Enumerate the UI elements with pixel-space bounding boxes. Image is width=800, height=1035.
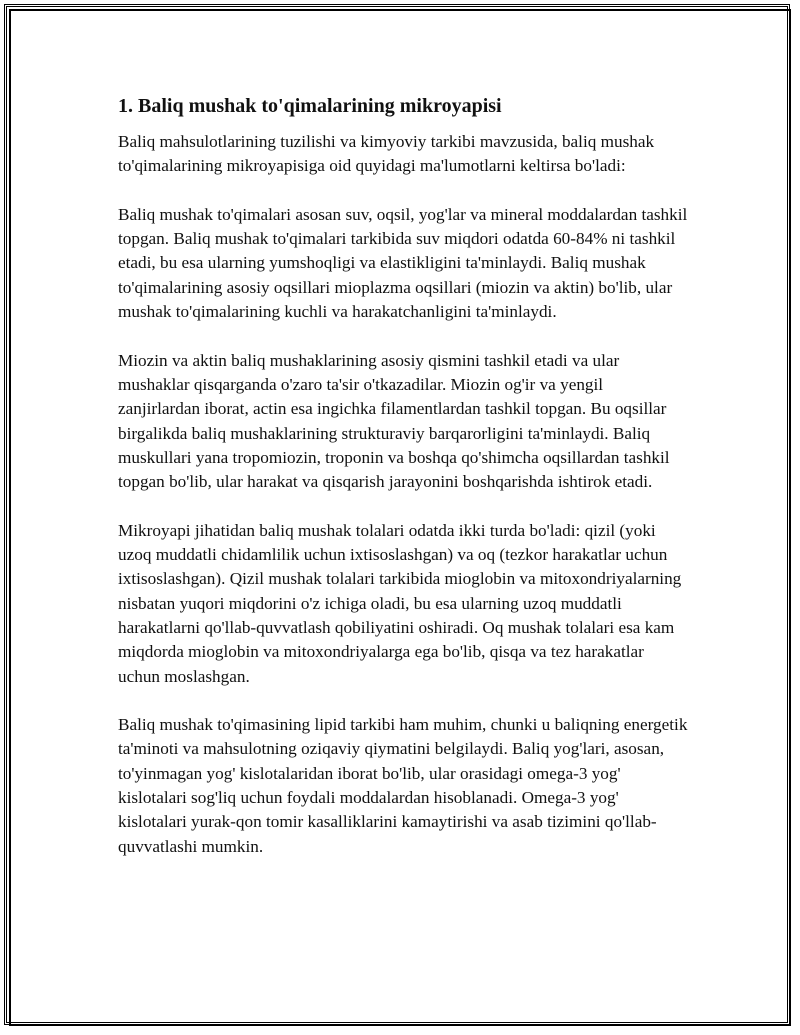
paragraph-fiber-types: Mikroyapi jihatidan baliq mushak tolalari odatda ikki turda bo'ladi: qizil (yoki uzoq muddatli chidamlilik uchun ixtisoslashgan) va oq (tezkor harakatlar uchun ixtisoslashgan). Qizil mushak tolalari tarkibida mioglobin va mitoxondriyalarning nisbatan yuqori miqdorini o'z ichiga oladi, bu esa ularning uzoq muddatli harakatlarni qo'llab-quvvatlash qobiliyatini oshiradi. Oq mushak tolalari esa kam miqdorda mioglobin va mitoxondriyalarga ega bo'lib, qisqa va tez harakatlar uchun moslashgan.: [118, 520, 682, 686]
paragraph-lipids: Baliq mushak to'qimasining lipid tarkibi ham muhim, chunki u baliqning energetik ta'minoti va mahsulotning oziqaviy qiymatini belgilaydi. Baliq yog'lari, asosan, to'yinmagan yog' kislotalaridan iborat bo'lib, ular orasidagi omega-3 yog' kislotalari sog'liq uchun foydali moddalardan hisoblanadi. Omega-3 yog' kislotalari yurak-qon tomir kasalliklarini kamaytirishi va asab tizimini qo'llab-quvvatlashi mumkin.: [118, 715, 688, 856]
document-body: [118, 92, 688, 883]
paragraph-intro: Baliq mahsulotlarining tuzilishi va kimyoviy tarkibi mavzusida, baliq mushak to'qimalarining mikroyapisiga oid quyidagi ma'lumotlarni keltirsa bo'ladi:: [118, 132, 655, 176]
paragraph-myosin-actin: Miozin va aktin baliq mushaklarining asosiy qismini tashkil etadi va ular mushaklar qisqarganda o'zaro ta'sir o'tkazadilar. Miozin og'ir va yengil zanjirlardan iborat, actin esa ingichka filamentlardan tashkil topgan. Bu oqsillar birgalikda baliq mushaklarining strukturaviy barqarorligini ta'minlaydi. Baliq muskullari yana tropomiozin, troponin va boshqa qo'shimcha oqsillardan tashkil topgan bo'lib, ular harakat va qisqarish jarayonini boshqarishda ishtirok etadi.: [118, 350, 670, 492]
section-heading: 1. Baliq mushak to'qimalarining mikroyapisi: [118, 95, 502, 117]
paragraph-composition: Baliq mushak to'qimalari asosan suv, oqsil, yog'lar va mineral moddalardan tashkil topgan. Baliq mushak to'qimalari tarkibida suv miqdori odatda 60-84% ni tashkil etadi, bu esa ularning yumshoqligi va elastikligini ta'minlaydi. Baliq mushak to'qimalarining asosiy oqsillari mioplazma oqsillari (miozin va aktin) bo'lib, ular mushak to'qimalarining kuchli va harakatchanligini ta'minlaydi.: [118, 204, 688, 322]
